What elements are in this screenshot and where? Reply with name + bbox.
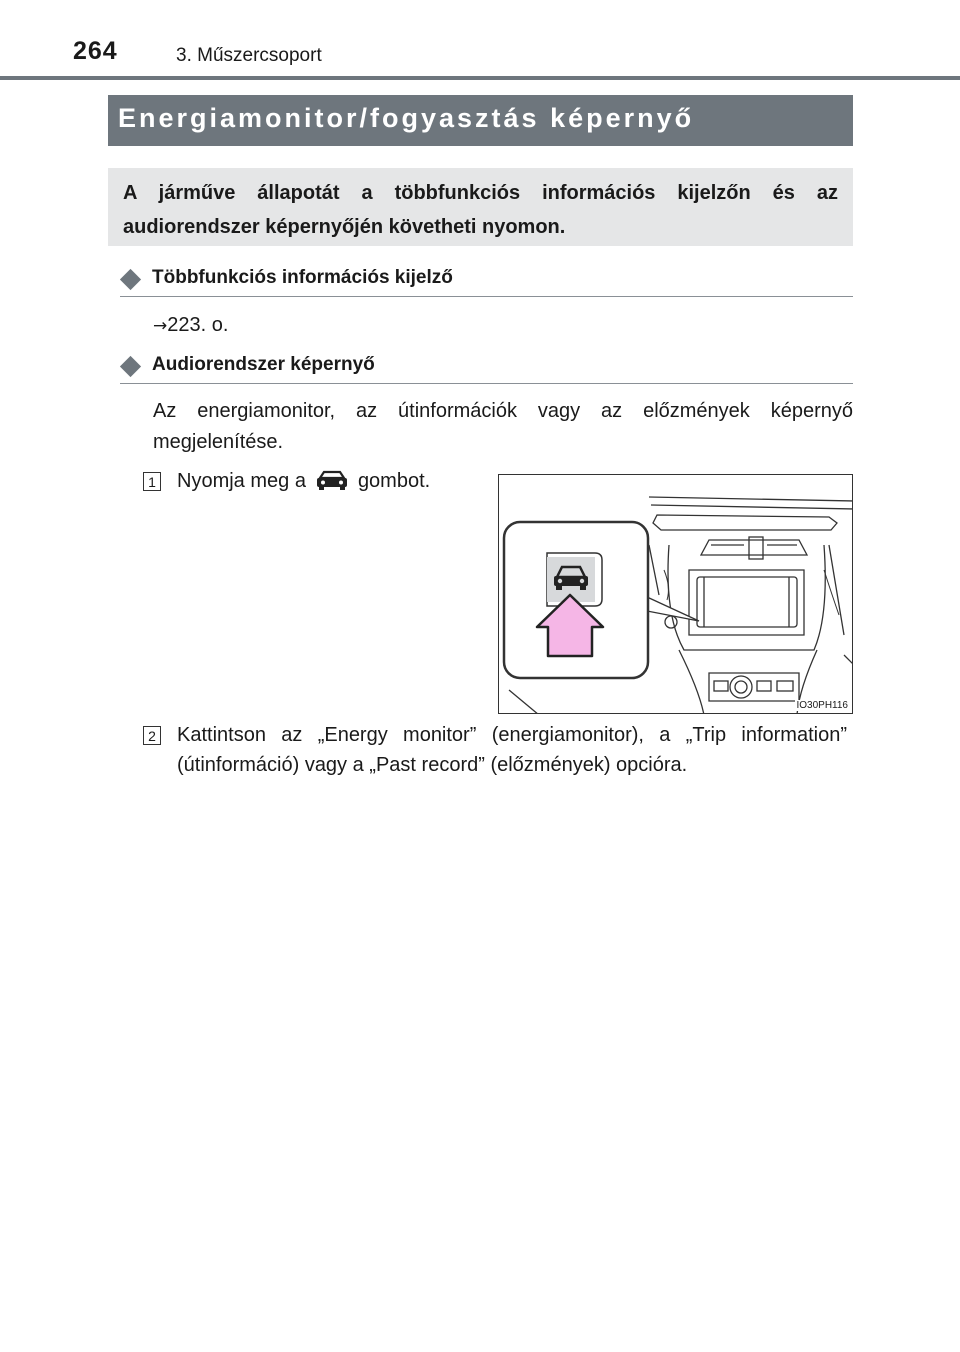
dashboard-drawing (499, 475, 853, 714)
step-1-text-before: Nyomja meg a (177, 470, 306, 492)
intro-box (108, 168, 853, 246)
step-1-text-after: gombot. (357, 470, 431, 492)
subheading-multi-info-display (120, 266, 853, 297)
diamond-bullet-icon (120, 269, 141, 290)
diamond-bullet-icon (120, 356, 141, 377)
subheading-label: Többfunkciós információs kijelző (152, 267, 453, 288)
audio-screen-description: Az energiamonitor, az útinformációk vagy az előzmények képernyő megjelenítése. (153, 400, 853, 453)
subheading-label: Audiorendszer képernyő (152, 354, 375, 375)
page-title: Energiamonitor/fogyasztás képernyő (118, 103, 695, 133)
subheading-audio-screen (120, 353, 853, 384)
step-number-box: 1 (143, 472, 161, 491)
step-number-box: 2 (143, 726, 161, 745)
title-bar (108, 95, 853, 146)
dashboard-illustration (498, 474, 853, 714)
intro-text: A járműve állapotát a többfunkciós információs kijelzőn és az audiorendszer képernyőjén követheti nyomon. (123, 182, 838, 238)
car-button-icon (314, 469, 350, 491)
figure-code: IO30PH116 (796, 700, 848, 711)
reference-text: 223. o. (167, 314, 229, 336)
chapter-title: 3. Műszercsoport (176, 45, 322, 66)
header-rule (0, 76, 960, 80)
step-1-text (177, 466, 430, 496)
reference-arrow-icon: → (153, 316, 168, 336)
page-reference (153, 310, 228, 342)
page-number: 264 (73, 37, 118, 65)
step-2-text: Kattintson az „Energy monitor” (energiamonitor), a „Trip information” (útinformáció) vagy a „Past record” (előzmények) opcióra. (177, 724, 847, 776)
